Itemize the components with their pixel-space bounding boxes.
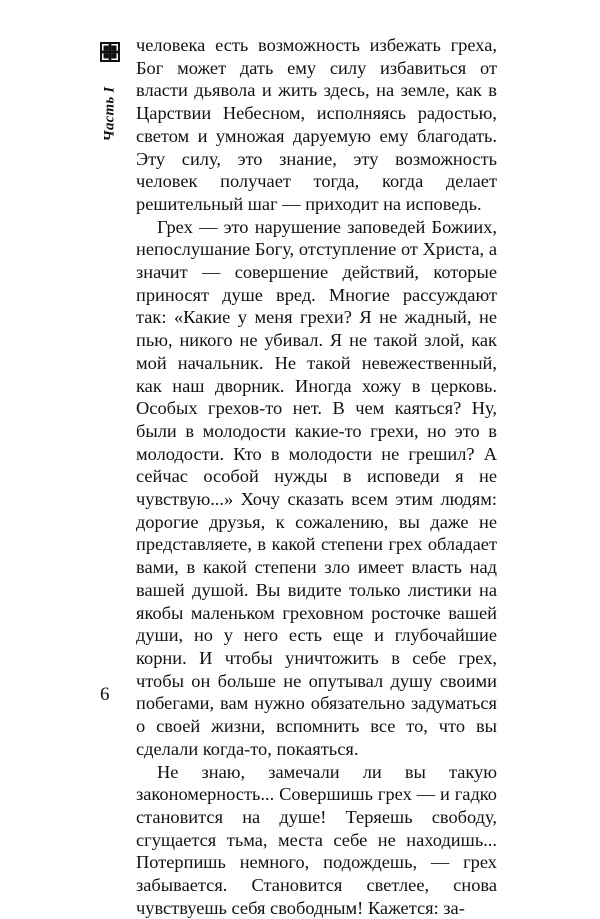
running-head <box>100 74 120 154</box>
paragraph-pattern: Не знаю, замечали ли вы такую закономерность... Совершишь грех — и гадко становится на душе! Теряешь свободу, сгущается тьма, места себе не находишь... Потерпишь немного, подождешь, — грех забывается. Становится светлее, снова чувствуешь себя свободным! Кажется: за- <box>136 761 497 919</box>
paragraph-continued: человека есть возможность избежать греха, Бог может дать ему силу избавиться от власти дьявола и жить здесь, на земле, как в Царствии Небесном, исполняясь радостью, светом и умножая даруемую ему благодать. Эту силу, это знание, эту возможность человек получает тогда, когда делает решительный шаг — приходит на исповедь. <box>136 34 497 216</box>
cross-ornament-icon <box>100 42 120 62</box>
paragraph-sin-definition: Грех — это нарушение заповедей Божиих, непослушание Богу, отступление от Христа, а значит — совершение действий, которые приносят душе вред. Многие рассуждают так: «Какие у меня грехи? Я не жадный, не пью, никого не убивал. Я не такой злой, как мой начальник. Не такой невежественный, как наш дворник. Иногда хожу в церковь. Особых грехов-то нет. В чем каяться? Ну, были в молодости какие-то грехи, но это в молодости. Кто в молодости не грешил? А сейчас особой нужды в исповеди я не чувствую...» Хочу сказать всем этим людям: дорогие друзья, к сожалению, вы даже не представляете, в какой степени грех обладает вами, в какой степени зло имеет власть над вашей душой. Вы видите только листики на якобы маленьком греховном росточке вашей души, но у него есть еще и глубочайшие корни. И чтобы уничтожить в себе грех, чтобы он больше не опутывал душу своими побегами, вам нужно обязательно задуматься о своей жизни, вспомнить все то, что вы сделали когда-то, покаяться. <box>136 216 497 761</box>
page-number: 6 <box>100 684 110 706</box>
body-text <box>136 34 497 919</box>
running-head-label: Часть I <box>102 87 119 142</box>
